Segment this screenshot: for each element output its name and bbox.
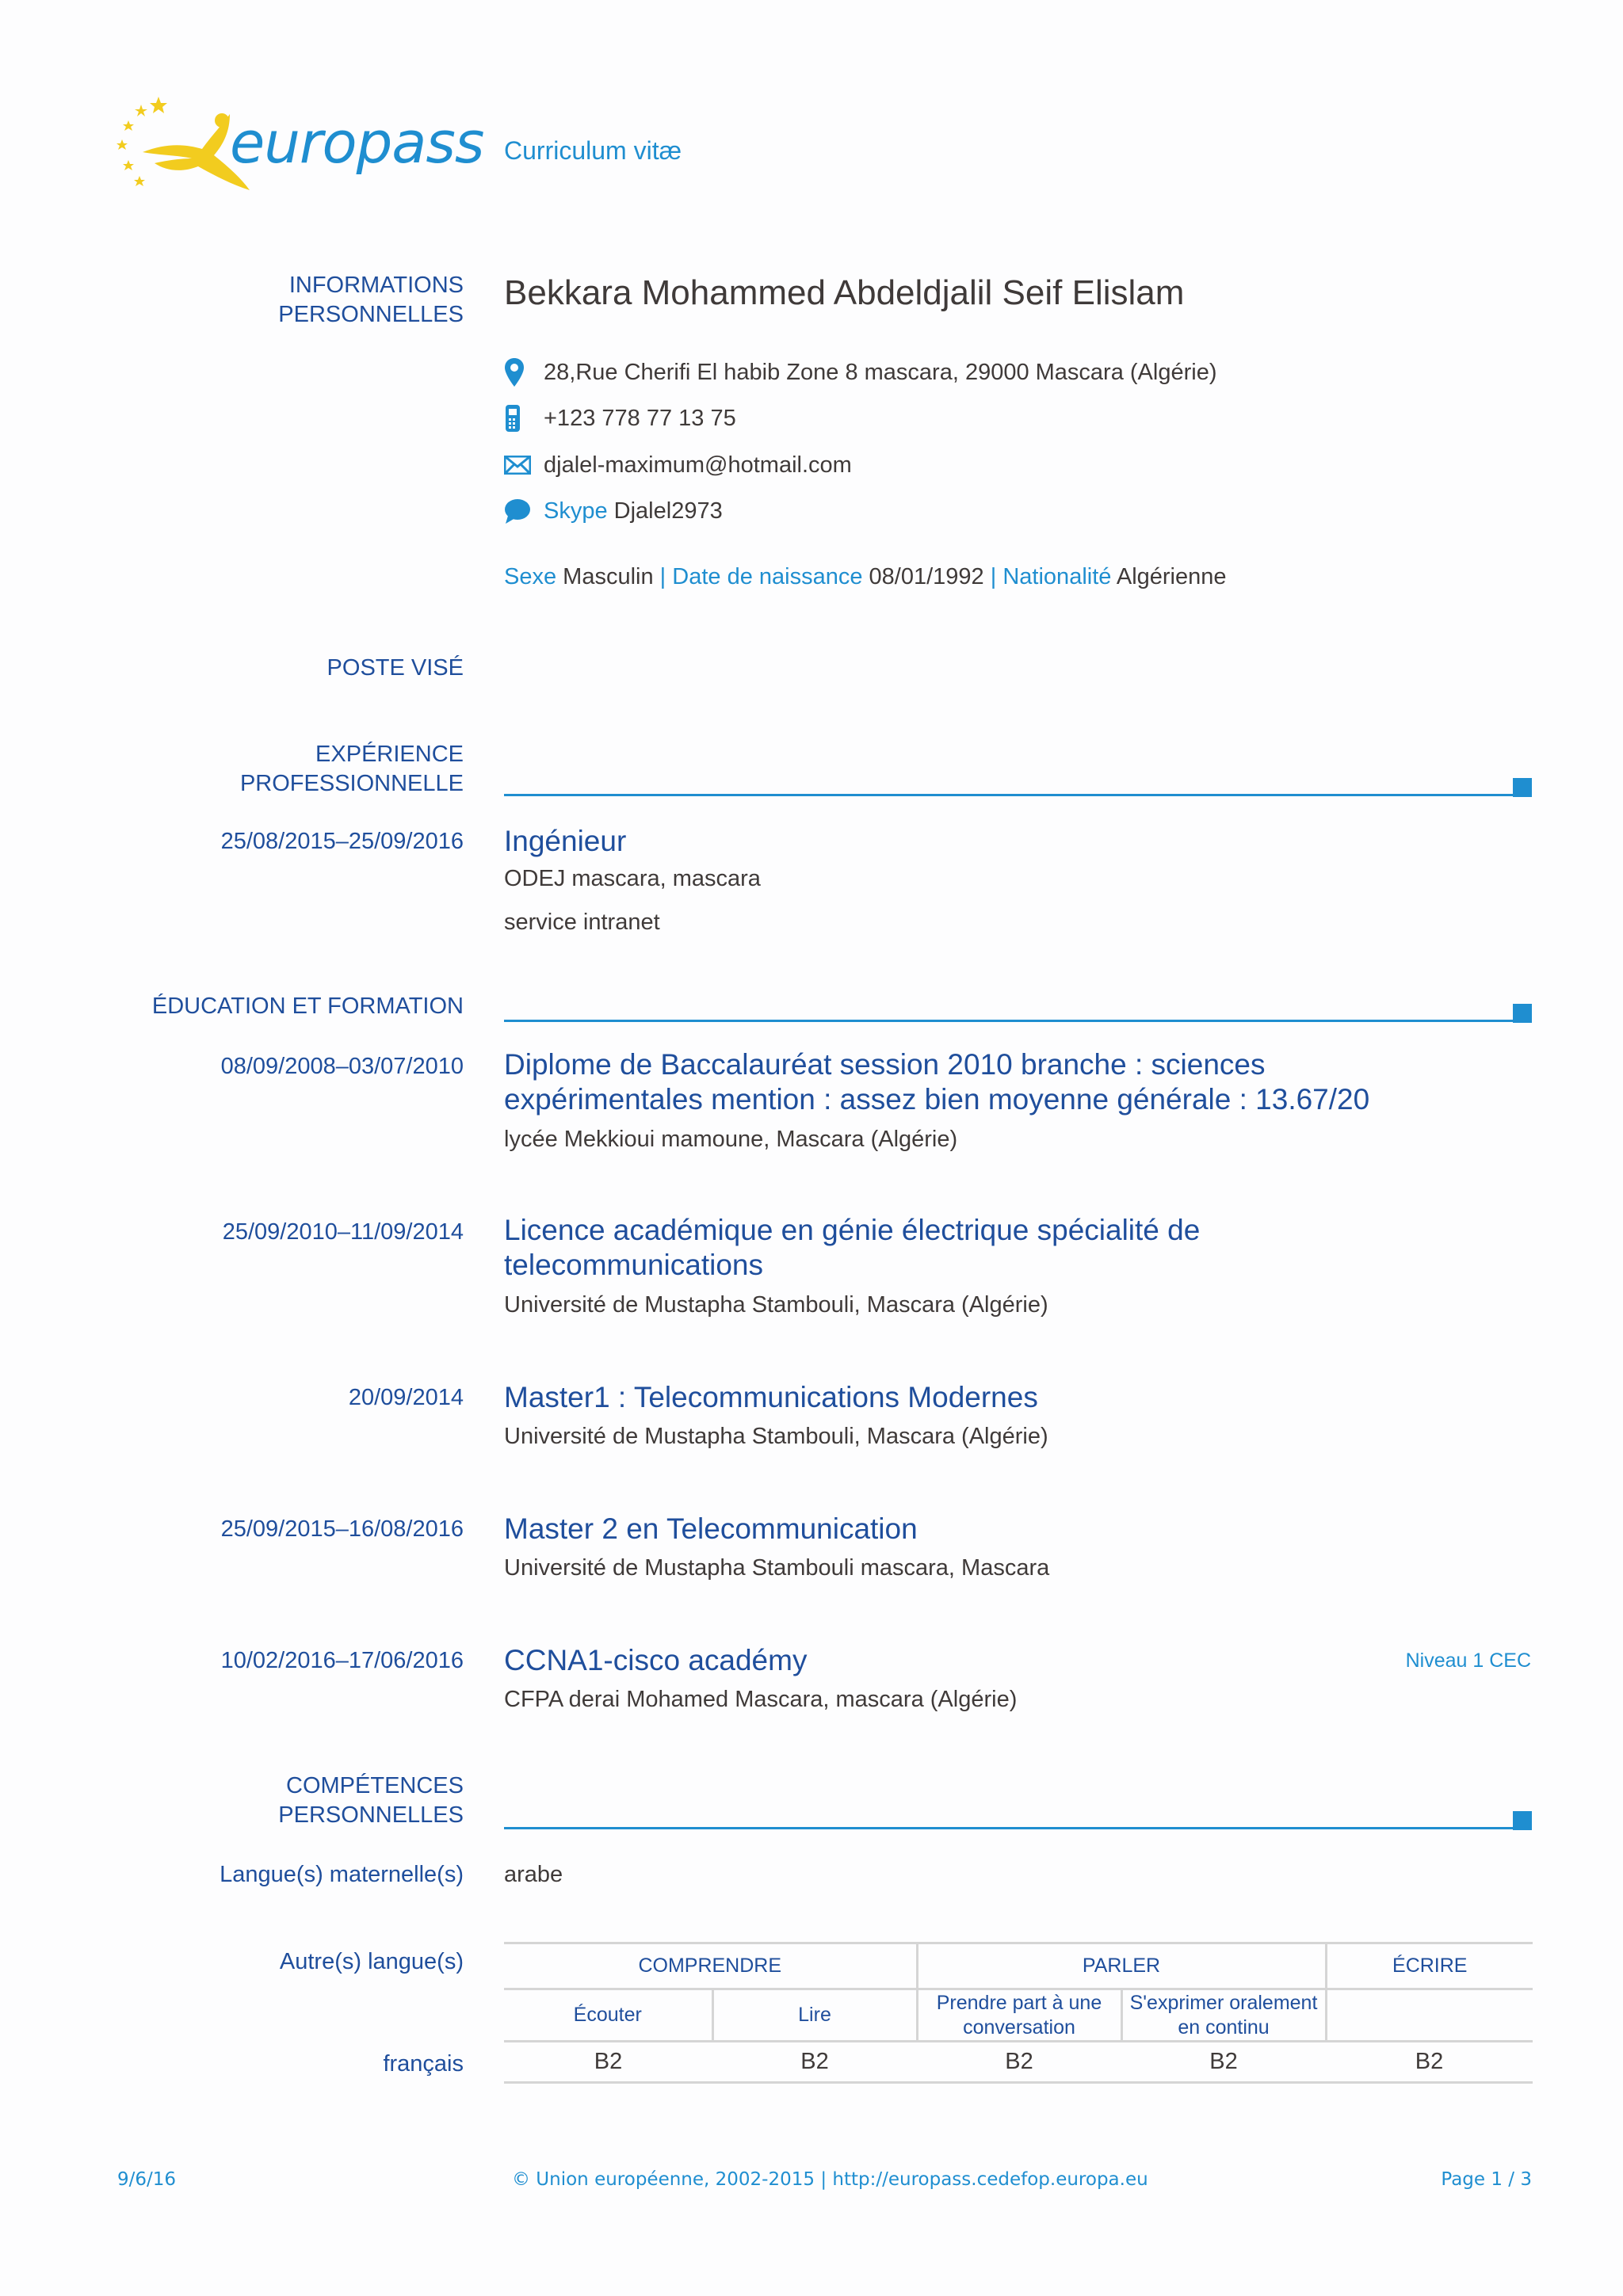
experience-desc: service intranet [504, 910, 660, 935]
experience-org: ODEJ mascara, mascara [504, 866, 761, 891]
address-row [504, 357, 1216, 388]
sex-label: Sexe [504, 564, 557, 589]
education-org: Université de Mustapha Stambouli, Mascara (Algérie) [504, 1424, 1048, 1449]
speech-bubble-icon [504, 495, 533, 527]
footer-date: 9/6/16 [117, 2169, 177, 2190]
subheader-exprimer: S'exprimer oralement en continu [1121, 1989, 1326, 2042]
section-divider-square [1513, 778, 1532, 797]
address-text: 28,Rue Cherifi El habib Zone 8 mascara, 29000 Mascara (Algérie) [544, 359, 1217, 385]
education-dates: 25/09/2010–11/09/2014 [222, 1219, 464, 1245]
section-label-position: POSTE VISÉ [327, 655, 464, 681]
footer-page-number: Page 1 / 3 [1441, 2169, 1532, 2190]
email-text[interactable]: djalel-maximum@hotmail.com [544, 452, 852, 478]
level-cell: B2 [594, 2049, 623, 2074]
section-label-experience: EXPÉRIENCE PROFESSIONNELLE [239, 742, 464, 796]
mobile-phone-icon [504, 402, 533, 434]
level-badge: Niveau 1 CEC [1405, 1650, 1531, 1672]
section-label-skills: COMPÉTENCES PERSONNELLES [278, 1773, 464, 1828]
europass-wordmark: europass [230, 109, 484, 176]
personal-details-line [504, 563, 1227, 592]
person-name: Bekkara Mohammed Abdeldjalil Seif Elislam [504, 273, 1185, 312]
education-org: CFPA derai Mohamed Mascara, mascara (Algérie) [504, 1687, 1018, 1712]
education-dates: 25/09/2015–16/08/2016 [220, 1516, 464, 1542]
envelope-icon [504, 449, 533, 481]
section-divider [504, 794, 1522, 796]
subheader-prendre-part: Prendre part à une conversation [917, 1989, 1121, 2042]
education-title: Master1 : Telecommunications Modernes [504, 1381, 1038, 1413]
separator: | [653, 564, 673, 589]
education-org: lycée Mekkioui mamoune, Mascara (Algérie) [504, 1127, 958, 1152]
subheader-empty [1326, 1989, 1533, 2042]
section-label-education: ÉDUCATION ET FORMATION [151, 994, 464, 1019]
header-ecrire: ÉCRIRE [1392, 1955, 1468, 1977]
level-cell: B2 [800, 2049, 829, 2074]
section-divider [504, 1020, 1522, 1022]
education-title: Licence académique en génie électrique spécialité de telecommunications [504, 1214, 1201, 1281]
education-org: Université de Mustapha Stambouli mascara, Mascara [504, 1555, 1050, 1581]
subheader-ecouter: Écouter [504, 1989, 712, 2042]
level-cell: B2 [1415, 2049, 1444, 2074]
email-row [504, 449, 852, 481]
skype-value: Djalel2973 [613, 498, 723, 524]
nationality-label: Nationalité [1002, 564, 1112, 589]
separator: | [983, 564, 1003, 589]
other-languages-label: Autre(s) langue(s) [279, 1949, 464, 1974]
section-divider-square [1513, 1811, 1532, 1830]
phone-row [504, 402, 736, 434]
subheader-lire: Lire [712, 1989, 917, 2042]
experience-dates: 25/08/2015–25/09/2016 [220, 829, 464, 854]
skype-label: Skype [544, 498, 608, 524]
header-comprendre: COMPRENDRE [504, 1943, 917, 1989]
header-parler: PARLER [917, 1943, 1326, 1989]
level-cell: B2 [1209, 2049, 1238, 2074]
section-divider-square [1513, 1004, 1532, 1023]
language-table [504, 1942, 1533, 2084]
education-dates: 08/09/2008–03/07/2010 [220, 1054, 464, 1079]
mother-tongue-label: Langue(s) maternelle(s) [220, 1862, 464, 1887]
section-label-personal: INFORMATIONS PERSONNELLES [278, 273, 464, 327]
education-dates: 20/09/2014 [348, 1385, 464, 1410]
experience-title: Ingénieur [504, 825, 627, 857]
mother-tongue-value: arabe [504, 1862, 563, 1887]
nationality-value: Algérienne [1116, 564, 1227, 589]
education-dates: 10/02/2016–17/06/2016 [220, 1648, 464, 1673]
section-divider [504, 1827, 1522, 1829]
language-name: français [383, 2051, 464, 2077]
birth-label: Date de naissance [672, 564, 863, 589]
sex-value: Masculin [563, 564, 654, 589]
phone-text: +123 778 77 13 75 [544, 405, 736, 431]
birth-value: 08/01/1992 [869, 564, 984, 589]
education-title: Diplome de Baccalauréat session 2010 branche : sciences expérimentales mention : assez bien moyenne générale : 13.67/20 [504, 1048, 1370, 1116]
skype-row [504, 495, 723, 527]
footer-copyright: © Union européenne, 2002-2015 | http://europass.cedefop.europa.eu [512, 2169, 1148, 2190]
location-pin-icon [504, 357, 533, 388]
education-org: Université de Mustapha Stambouli, Mascara (Algérie) [504, 1292, 1048, 1318]
education-title: CCNA1-cisco académy [504, 1644, 808, 1676]
education-title: Master 2 en Telecommunication [504, 1512, 918, 1545]
europass-logo [111, 87, 484, 206]
document-title: Curriculum vitæ [504, 136, 682, 165]
level-cell: B2 [1005, 2049, 1033, 2074]
